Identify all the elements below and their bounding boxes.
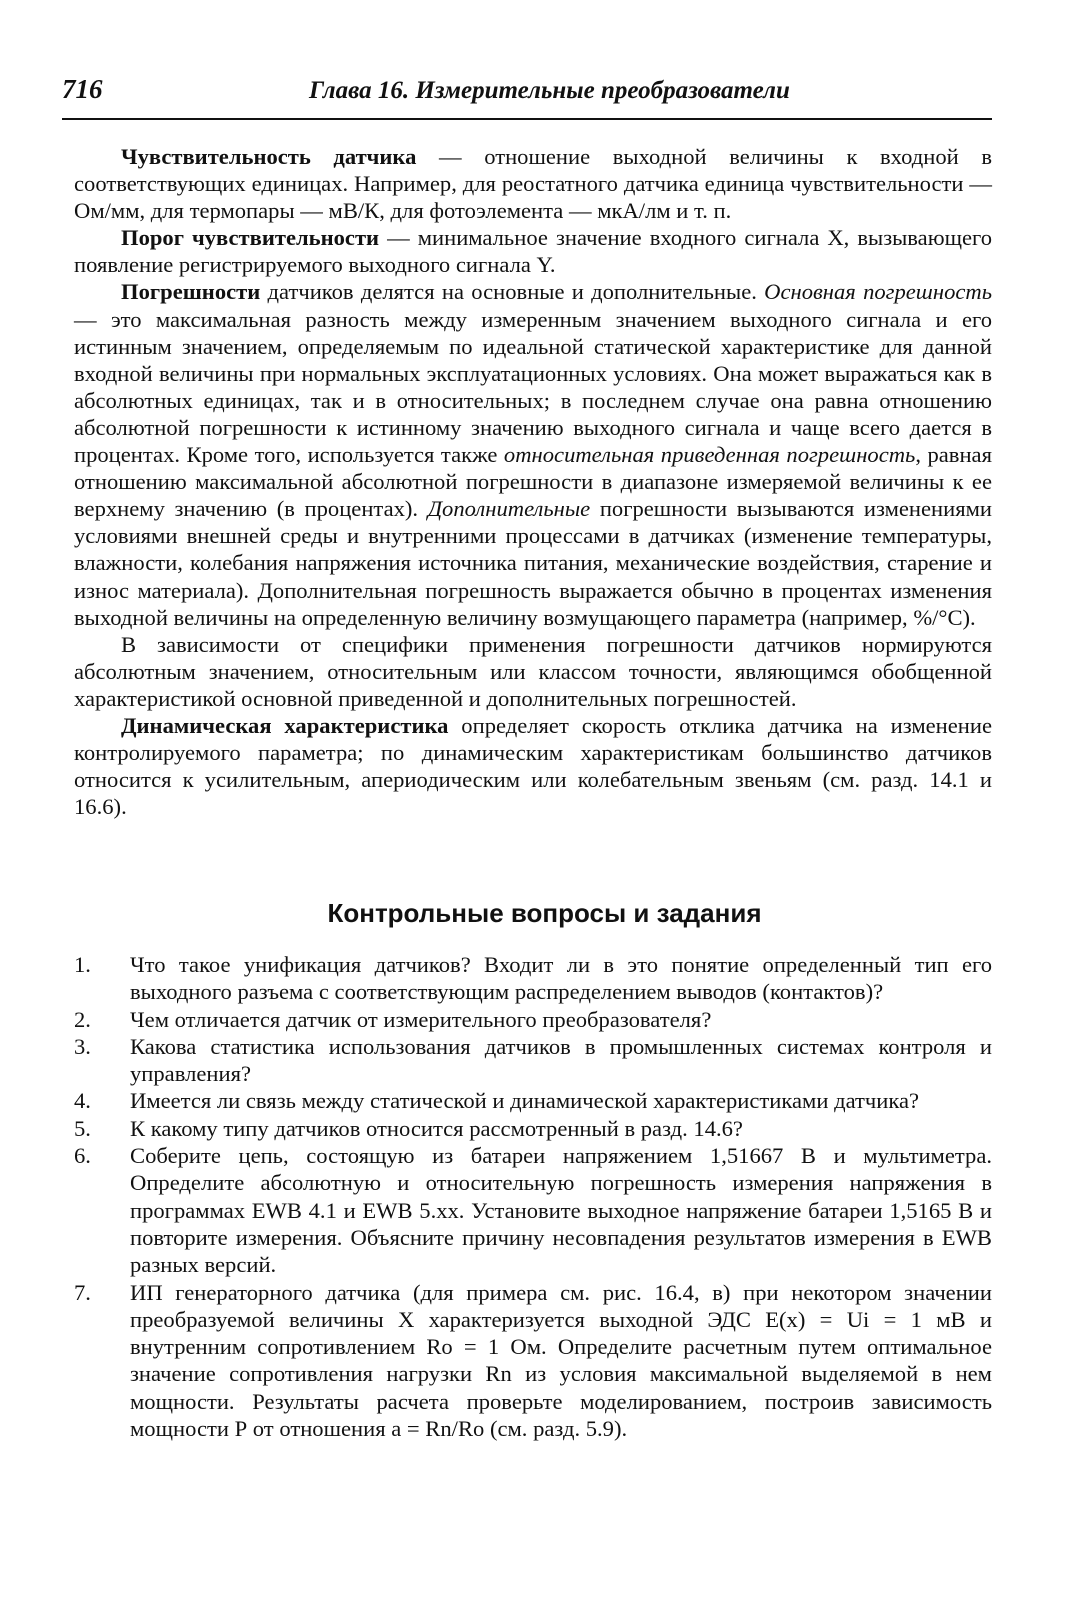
term-dynamic: Динамическая характеристика <box>121 712 449 738</box>
header-rule <box>62 118 992 120</box>
paragraph-sensitivity <box>74 143 992 224</box>
question-text: Какова статистика использования датчиков в промышленных системах контроля и управления? <box>130 1033 992 1087</box>
question-item <box>74 1087 992 1114</box>
question-number: 2. <box>74 1006 91 1032</box>
paragraph-text: — отношение выходной величины к входной в соответствующих единицах. Например, для реостатного датчика единица чувствительности — Ом/мм, для термопары — мВ/К, для фотоэлемента — мкА/лм и т. п. <box>74 144 992 224</box>
question-item <box>74 1006 992 1033</box>
question-item <box>74 1142 992 1278</box>
question-text: Что такое унификация датчиков? Входит ли в это понятие определенный тип его выходного разъема с соответствующим распределением выводов (контактов)? <box>130 952 992 1005</box>
question-text: К какому типу датчиков относится рассмотренный в разд. 14.6? <box>130 1115 743 1141</box>
question-text: Чем отличается датчик от измерительного преобразователя? <box>130 1006 712 1032</box>
paragraph-text: , равная отношению максимальной абсолютной погрешности в диапазоне измеряемой величины к ее верхнему значению (в процентах). <box>74 442 992 522</box>
paragraph-dynamic <box>74 712 992 820</box>
question-item <box>74 1115 992 1142</box>
question-number: 7. <box>74 1279 91 1305</box>
question-number: 3. <box>74 1033 91 1059</box>
question-number: 1. <box>74 952 91 977</box>
term-threshold: Порог чувствительности <box>121 225 380 251</box>
paragraph-text: определяет скорость отклика датчика на изменение контролируемого параметра; по динамическим характеристикам большинство датчиков относится к усилительным, апериодическим или колебательным звеньям (см. разд. 14.1 и 16.6). <box>74 712 992 820</box>
running-head: Глава 16. Измерительные преобразователи <box>309 77 790 104</box>
term-errors: Погрешности <box>121 279 261 305</box>
question-text: Соберите цепь, состоящую из батареи напряжением 1,51667 В и мультиметра. Определите абсолютную и относительную погрешность измерения напряжения в программах EWB 4.1 и EWB 5.хх. Установите выходное напряжение батареи 1,5165 В и повторите измерения. Объясните причину несовпадения результатов измерения в EWB разных версий. <box>130 1143 992 1278</box>
paragraph-text: В зависимости от специфики применения погрешности датчиков нормируются абсолютным значением, относительным или классом точности, являющимся обобщенной характеристикой основной приведенной и дополнительных погрешностей. <box>74 631 992 711</box>
section-title: Контрольные вопросы и задания <box>327 898 762 928</box>
paragraph-text: погрешности вызываются изменениями условиями внешней среды и внутренними процессами в датчиках (изменение температуры, влажности, колебания напряжения источника питания, механические воздействия, старение и износ материала). Дополнительная погрешность выражается обычно в процентах изменения выходной величины на определенную величину возмущающего параметра (например, %/°С). <box>74 496 992 630</box>
paragraph-text: — это максимальная разность между измеренным значением выходного сигнала и его истинным значением, определяемым по идеальной статической характеристике для данной входной величины при нормальных эксплуатационных условиях. Она может выражаться как в абсолютных единицах, так и в относительных; в последнем случае она равна отношению абсолютной погрешности к истинному значению выходного сигнала и чаще всего дается в процентах. Кроме того, используется также <box>74 306 992 468</box>
question-item <box>74 1279 992 1443</box>
question-text: Имеется ли связь между статической и динамической характеристиками датчика? <box>130 1088 920 1114</box>
term-sensitivity: Чувствительность датчика <box>121 144 417 169</box>
term-additional: Дополнительные <box>427 496 591 522</box>
paragraph-threshold <box>74 224 992 278</box>
paragraph-text: датчиков делятся на основные и дополнительные. <box>260 279 765 305</box>
page-number: 716 <box>62 74 103 104</box>
questions-list <box>74 951 992 1442</box>
question-text: ИП генераторного датчика (для примера см. рис. 16.4, в) при некотором значении преобразуемой величины X характеризуется выходной ЭДС E(x) = Ui = 1 мВ и внутренним сопротивлением Ro = 1 Ом. Определите расчетным путем оптимальное значение сопротивления нагрузки Rn из условия максимальной выделяемой в нем мощности. Результаты расчета проверьте моделированием, построив зависимость мощности Р от отношения a = Rn/Ro (см. разд. 5.9). <box>130 1279 992 1442</box>
body-text <box>74 143 992 820</box>
question-number: 4. <box>74 1088 91 1114</box>
term-basic-error: Основная погрешность <box>764 279 992 305</box>
question-item <box>74 1033 992 1088</box>
page-header <box>62 74 992 118</box>
question-number: 6. <box>74 1143 91 1169</box>
question-number: 5. <box>74 1115 91 1141</box>
term-reduced-error: относительная приведенная погрешность <box>503 442 916 468</box>
paragraph-normalization <box>74 631 992 712</box>
question-item <box>74 951 992 1006</box>
paragraph-errors <box>74 278 992 630</box>
paragraph-text: — минимальное значение входного сигнала X, вызывающего появление регистрируемого выходного сигнала Y. <box>74 225 993 278</box>
